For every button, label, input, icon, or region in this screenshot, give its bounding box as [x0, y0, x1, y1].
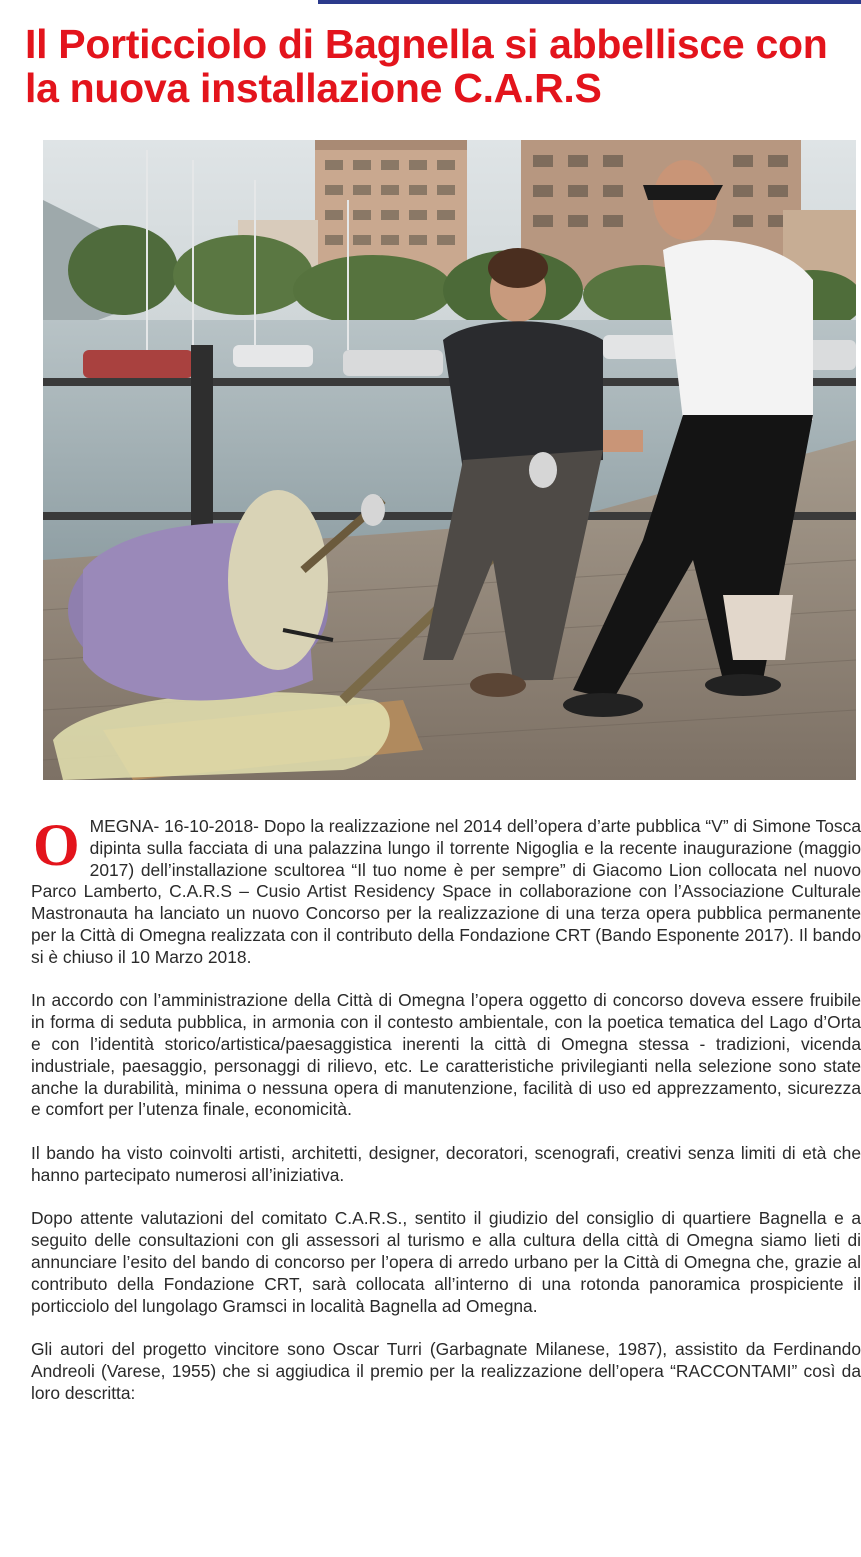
article-paragraph-2: In accordo con l’amministrazione della Città di Omegna l’opera oggetto di concorso doveva essere fruibile in forma di seduta pubblica, in armonia con il contesto ambientale, con la poetica tematica del Lago d’Orta e con l’identità storico/artistica/paesaggistica inerenti la città di Omegna stessa - tradizioni, vicenda industriale, paesaggio, personaggi di rilievo, etc. Le caratteristiche privilegianti nella selezione sono state anche la durabilità, minima o nessuna opera di manutenzione, facilità di uso ed apprezzamento, sicurezza e comfort per l’utenza finale, economicità.	[31, 990, 861, 1120]
article-paragraph-1	[31, 812, 861, 969]
article-body	[31, 812, 861, 1426]
article-paragraph-1-text: MEGNA- 16-10-2018- Dopo la realizzazione nel 2014 dell’opera d’arte pubblica “V” di Simone Tosca dipinta sulla facciata di una palazzina lungo il torrente Nigoglia e la recente inaugurazione (maggio 2017) dell’installazione scultorea “Il tuo nome è per sempre” di Giacomo Lion collocata nel nuovo Parco Lamberto, C.A.R.S – Cusio Artist Residency Space in collaborazione con l’Associazione Culturale Mastronauta ha lanciato un nuovo Concorso per la realizzazione di una terza opera pubblica permanente per la Città di Omegna realizzata con il contributo della Fondazione CRT (Bando Esponente 2017). Il bando si è chiuso il 10 Marzo 2018.	[31, 816, 861, 967]
dropcap: O	[33, 812, 80, 878]
article-paragraph-4: Dopo attente valutazioni del comitato C.A.R.S., sentito il giudizio del consiglio di quartiere Bagnella e a seguito delle consultazioni con gli assessori al turismo e alla cultura della città di Omegna siamo lieti di annunciare l’esito del bando di concorso per l’opera di arredo urbano per la Città di Omegna che, grazie al contributo della Fondazione CRT, sarà collocata all’interno di una rotonda panoramica prospiciente il porticciolo del lungolago Gramsci in località Bagnella ad Omegna.	[31, 1208, 861, 1316]
article-paragraph-5: Gli autori del progetto vincitore sono Oscar Turri (Garbagnate Milanese, 1987), assistito da Ferdinando Andreoli (Varese, 1955) che si aggiudica il premio per la realizzazione dell’opera “RACCONTAMI” così da loro descritta:	[31, 1339, 861, 1403]
article-title: Il Porticciolo di Bagnella si abbellisce con la nuova installazione C.A.R.S	[25, 21, 828, 111]
top-bar-accent	[318, 0, 861, 4]
article-paragraph-3: Il bando ha visto coinvolti artisti, architetti, designer, decoratori, scenografi, creativi senza limiti di età che hanno partecipato numerosi all’iniziativa.	[31, 1142, 861, 1185]
article-photo	[43, 140, 856, 780]
